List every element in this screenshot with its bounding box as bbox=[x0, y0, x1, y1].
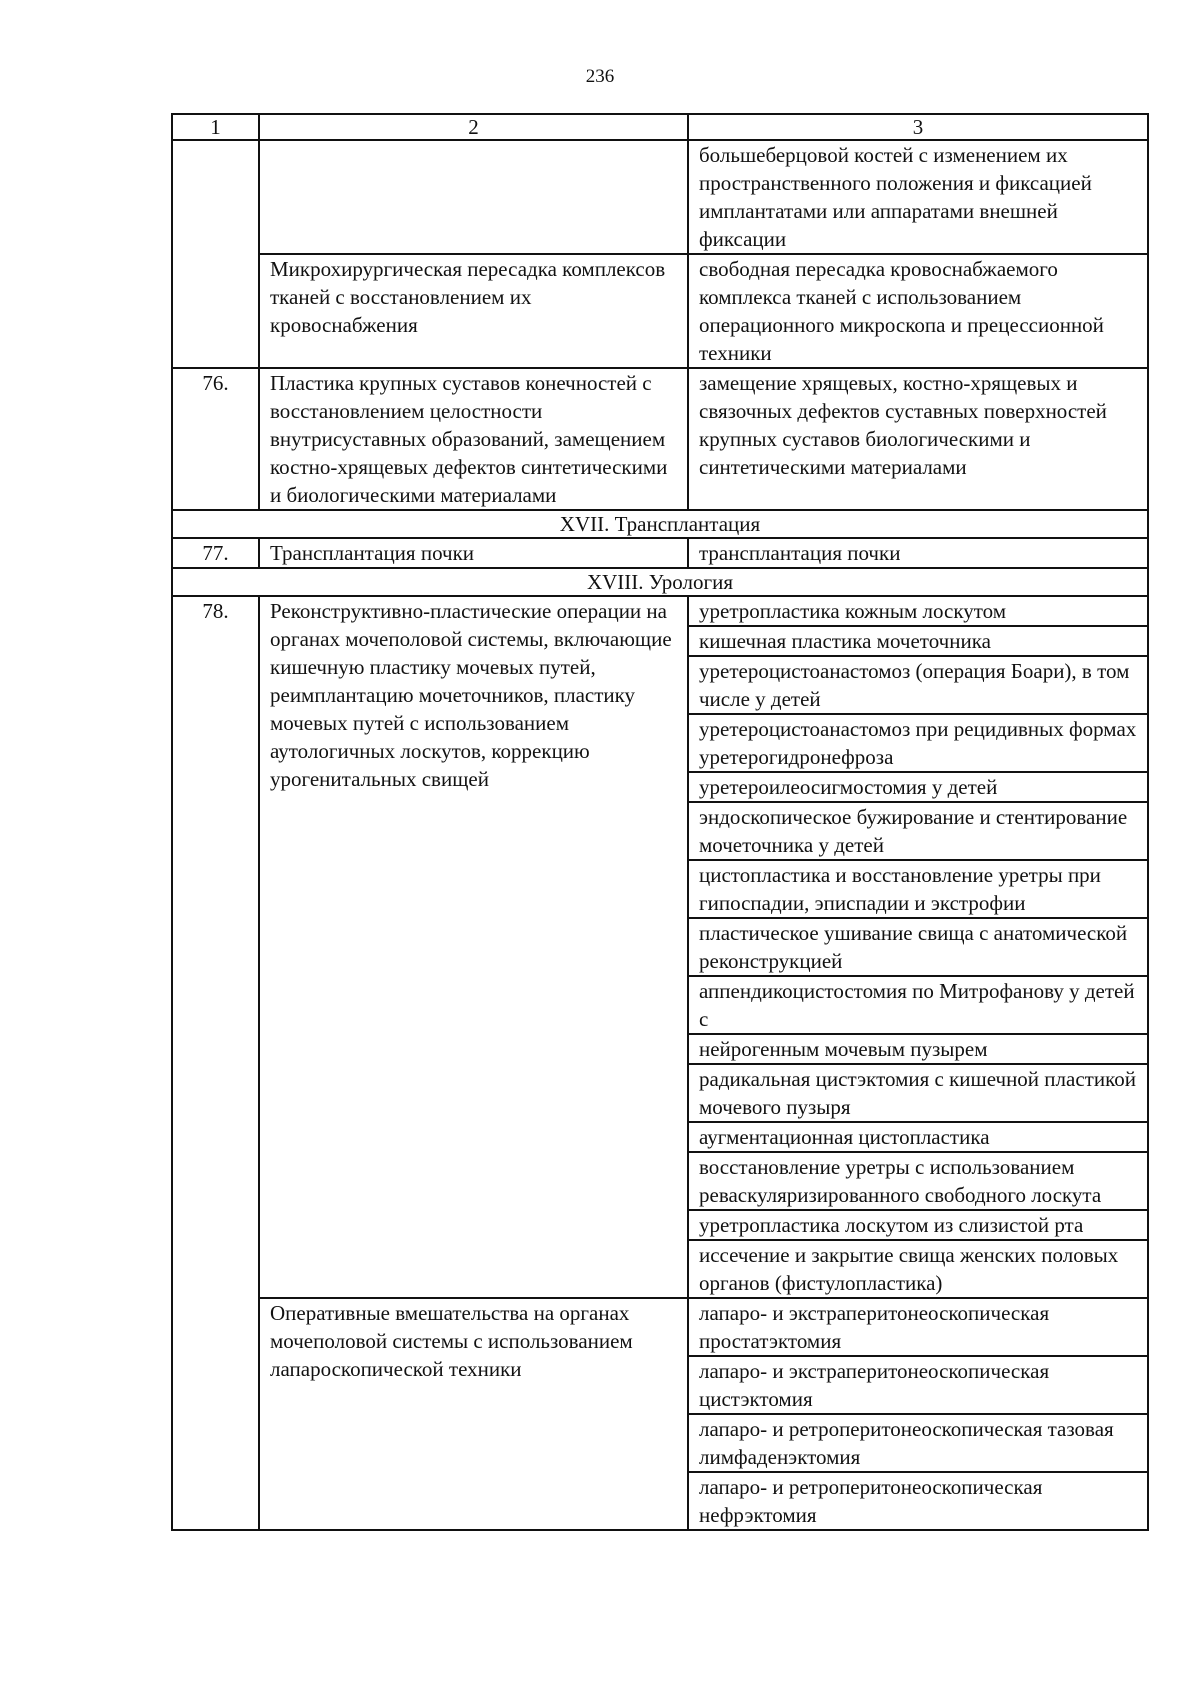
procedure-item: аугментационная цистопластика bbox=[689, 1121, 1147, 1151]
header-col2: 2 bbox=[259, 114, 688, 140]
procedure-item: цистопластика и восстановление уретры при гипоспадии, эписпадии и экстрофии bbox=[689, 859, 1147, 917]
table-row bbox=[172, 1298, 1148, 1530]
procedure-item: уретероцистоанастомоз при рецидивных формах уретерогидронефроза bbox=[689, 713, 1147, 771]
procedure-item: нейрогенным мочевым пузырем bbox=[689, 1033, 1147, 1063]
procedure-item: большеберцовой костей с изменением их пространственного положения и фиксацией имплантатами или аппаратами внешней фиксации bbox=[699, 143, 1092, 251]
procedure-item: лапаро- и экстраперитонеоскопическая цистэктомия bbox=[689, 1355, 1147, 1413]
table-row bbox=[172, 538, 1148, 568]
method-cell: Трансплантация почки bbox=[259, 538, 688, 568]
procedure-item: пластическое ушивание свища с анатомической реконструкцией bbox=[689, 917, 1147, 975]
table-row bbox=[172, 368, 1148, 510]
procedures-table bbox=[171, 113, 1149, 1531]
procedures-cell bbox=[688, 596, 1148, 1298]
row-number bbox=[172, 140, 259, 368]
method-cell: Микрохирургическая пересадка комплексов тканей с восстановлением их кровоснабжения bbox=[259, 254, 688, 368]
procedure-item: уретероилеосигмостомия у детей bbox=[689, 771, 1147, 801]
header-col3: 3 bbox=[688, 114, 1148, 140]
procedure-item: эндоскопическое бужирование и стентирование мочеточника у детей bbox=[689, 801, 1147, 859]
procedure-item: лапаро- и ретроперитонеоскопическая нефрэктомия bbox=[689, 1471, 1147, 1529]
page-number: 236 bbox=[585, 66, 615, 87]
procedure-item: радикальная цистэктомия с кишечной пластикой мочевого пузыря bbox=[689, 1063, 1147, 1121]
method-cell: Оперативные вмешательства на органах мочеполовой системы с использованием лапароскопической техники bbox=[259, 1298, 688, 1530]
procedure-item: уретропластика кожным лоскутом bbox=[699, 599, 1007, 623]
section-row bbox=[172, 510, 1148, 538]
procedures-cell bbox=[688, 538, 1148, 568]
procedure-item: восстановление уретры с использованием реваскуляризированного свободного лоскута bbox=[689, 1151, 1147, 1209]
row-number: 78. bbox=[172, 596, 259, 1530]
method-cell: Пластика крупных суставов конечностей с восстановлением целостности внутрисуставных образований, замещением костно-хрящевых дефектов синтетическими и биологическими материалами bbox=[259, 368, 688, 510]
procedure-item: свободная пересадка кровоснабжаемого комплекса тканей с использованием операционного микроскопа и прецессионной техники bbox=[699, 257, 1104, 365]
table-row bbox=[172, 140, 1148, 254]
row-number: 77. bbox=[172, 538, 259, 568]
method-cell bbox=[259, 140, 688, 254]
procedure-item: уретероцистоанастомоз (операция Боари), в том числе у детей bbox=[689, 655, 1147, 713]
table-header-row bbox=[172, 114, 1148, 140]
table-row bbox=[172, 254, 1148, 368]
header-col1: 1 bbox=[172, 114, 259, 140]
procedures-cell bbox=[688, 254, 1148, 368]
procedure-item: аппендикоцистостомия по Митрофанову у детей с bbox=[689, 975, 1147, 1033]
section-row bbox=[172, 568, 1148, 596]
method-cell: Реконструктивно-пластические операции на органах мочеполовой системы, включающие кишечную пластику мочевых путей, реимплантацию мочеточников, пластику мочевых путей с использованием аутологичных лоскутов, коррекцию урогенитальных свищей bbox=[259, 596, 688, 1298]
procedure-item: уретропластика лоскутом из слизистой рта bbox=[689, 1209, 1147, 1239]
procedures-cell bbox=[688, 140, 1148, 254]
table-row bbox=[172, 596, 1148, 1298]
procedure-item: замещение хрящевых, костно-хрящевых и связочных дефектов суставных поверхностей крупных суставов биологическими и синтетическими материалами bbox=[699, 371, 1107, 479]
section-title-transplantation: XVII. Трансплантация bbox=[172, 510, 1148, 538]
row-number: 76. bbox=[172, 368, 259, 510]
procedure-item: иссечение и закрытие свища женских половых органов (фистулопластика) bbox=[689, 1239, 1147, 1297]
procedure-item: трансплантация почки bbox=[699, 541, 901, 565]
procedure-item: лапаро- и экстраперитонеоскопическая простатэктомия bbox=[699, 1301, 1050, 1353]
section-title-urology: XVIII. Урология bbox=[172, 568, 1148, 596]
procedure-item: лапаро- и ретроперитонеоскопическая тазовая лимфаденэктомия bbox=[689, 1413, 1147, 1471]
procedures-cell bbox=[688, 1298, 1148, 1530]
procedure-item: кишечная пластика мочеточника bbox=[689, 625, 1147, 655]
procedures-cell bbox=[688, 368, 1148, 510]
